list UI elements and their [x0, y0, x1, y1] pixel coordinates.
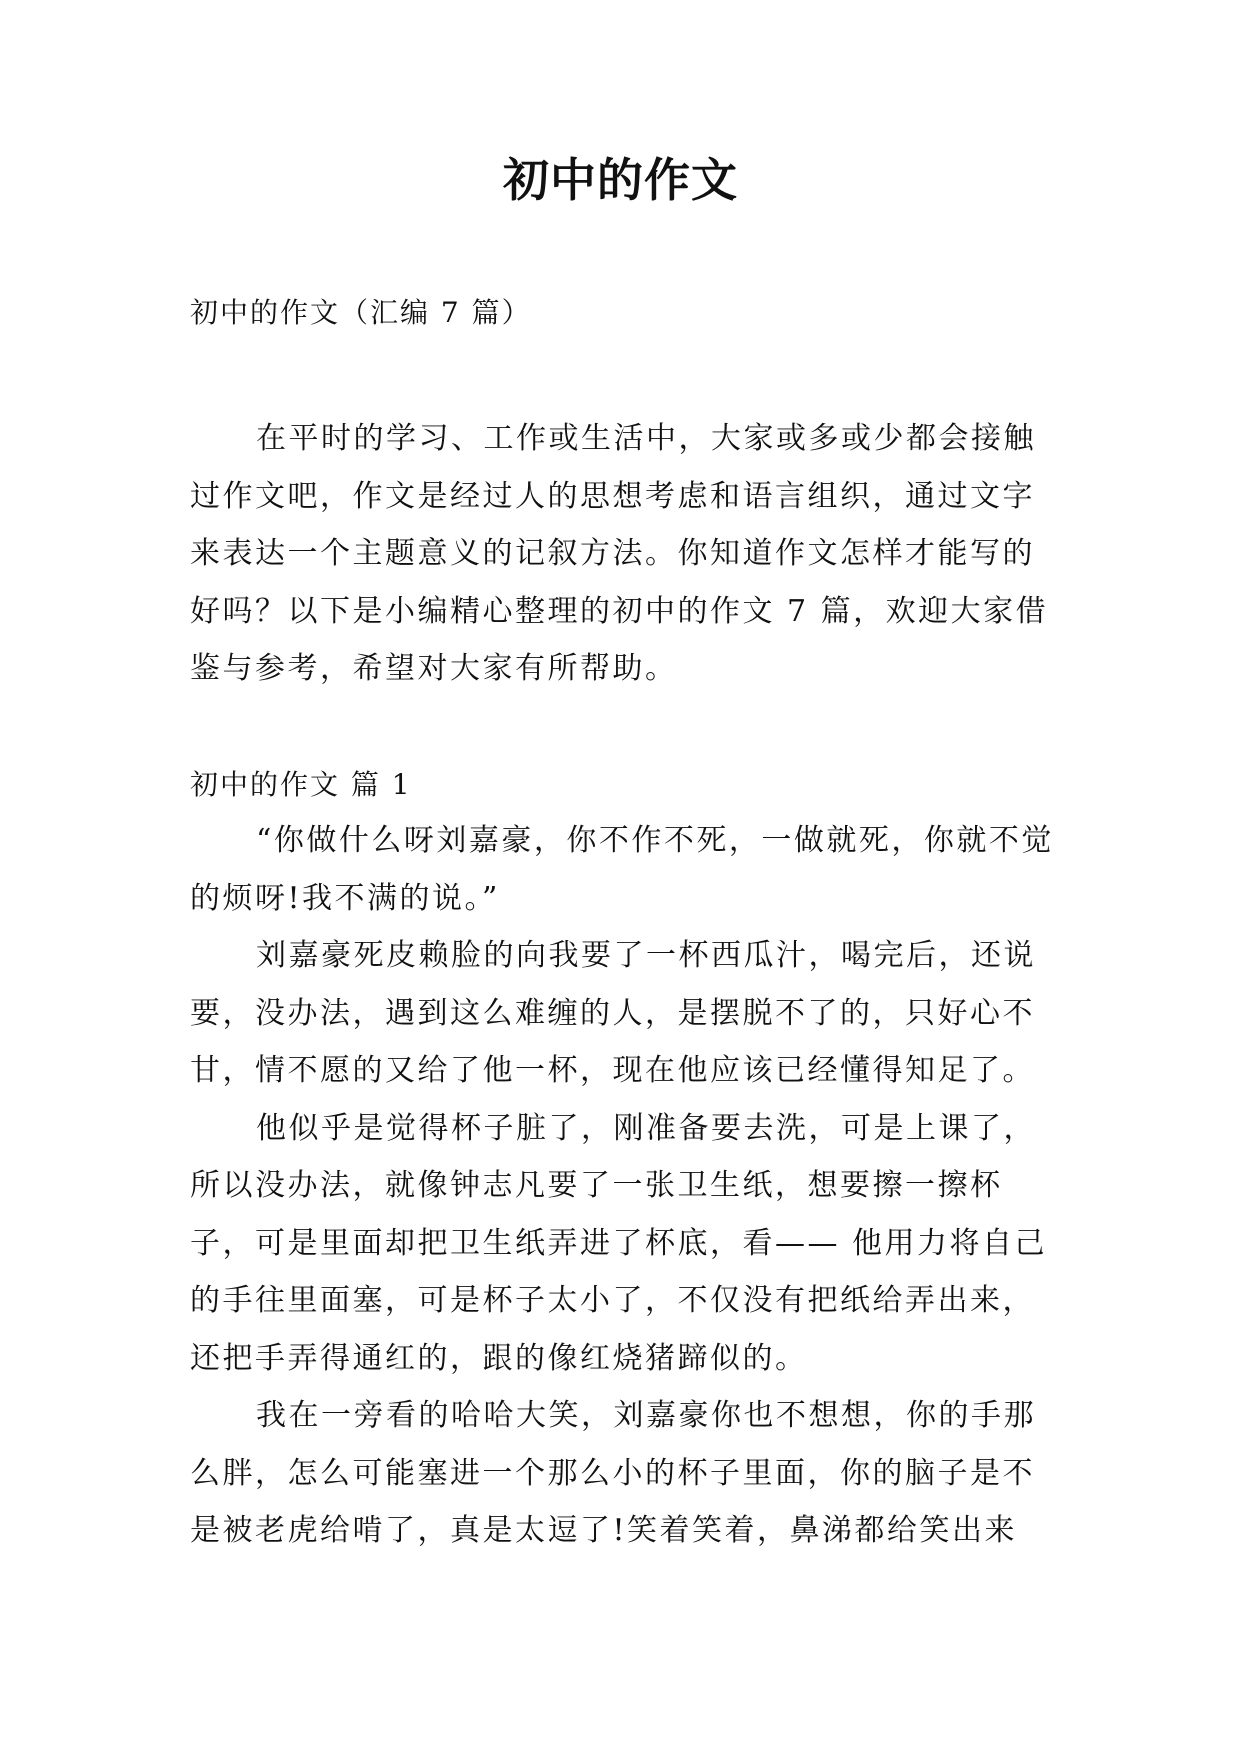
intro-paragraph: 在平时的学习、工作或生活中，大家或多或少都会接触过作文吧，作文是经过人的思想考虑和语言组织，通过文字来表达一个主题意义的记叙方法。你知道作文怎样才能写的好吗？以下是小编精心整理的初中的作文 7 篇，欢迎大家借鉴与参考，希望对大家有所帮助。	[190, 421, 1049, 686]
document-title: 初中的作文	[503, 153, 738, 207]
essay-paragraph: 他似乎是觉得杯子脏了，刚准备要去洗，可是上课了，所以没办法，就像钟志凡要了一张卫生纸，想要擦一擦杯子，可是里面却把卫生纸弄进了杯底，看—— 他用力将自己的手往里面塞，可是杯子太小了，不仅没有把纸给弄出来，还把手弄得通红的，跟的像红烧猪蹄似的。	[190, 1110, 1048, 1376]
essay-paragraph: “你做什么呀刘嘉豪，你不作不死，一做就死，你就不觉的烦呀!我不满的说。”	[190, 823, 1054, 916]
essay-body	[190, 812, 1060, 1560]
document-subtitle: 初中的作文（汇编 7 篇）	[190, 296, 532, 329]
section-heading: 初中的作文 篇 1	[190, 768, 412, 801]
essay-paragraph: 刘嘉豪死皮赖脸的向我要了一杯西瓜汁，喝完后，还说要，没办法，遇到这么难缠的人，是摆脱不了的，只好心不甘，情不愿的又给了他一杯，现在他应该已经懂得知足了。	[190, 938, 1036, 1088]
essay-paragraph: 我在一旁看的哈哈大笑，刘嘉豪你也不想想，你的手那么胖，怎么可能塞进一个那么小的杯子里面，你的脑子是不是被老虎给啃了，真是太逗了!笑着笑着，鼻涕都给笑出来	[190, 1398, 1036, 1548]
